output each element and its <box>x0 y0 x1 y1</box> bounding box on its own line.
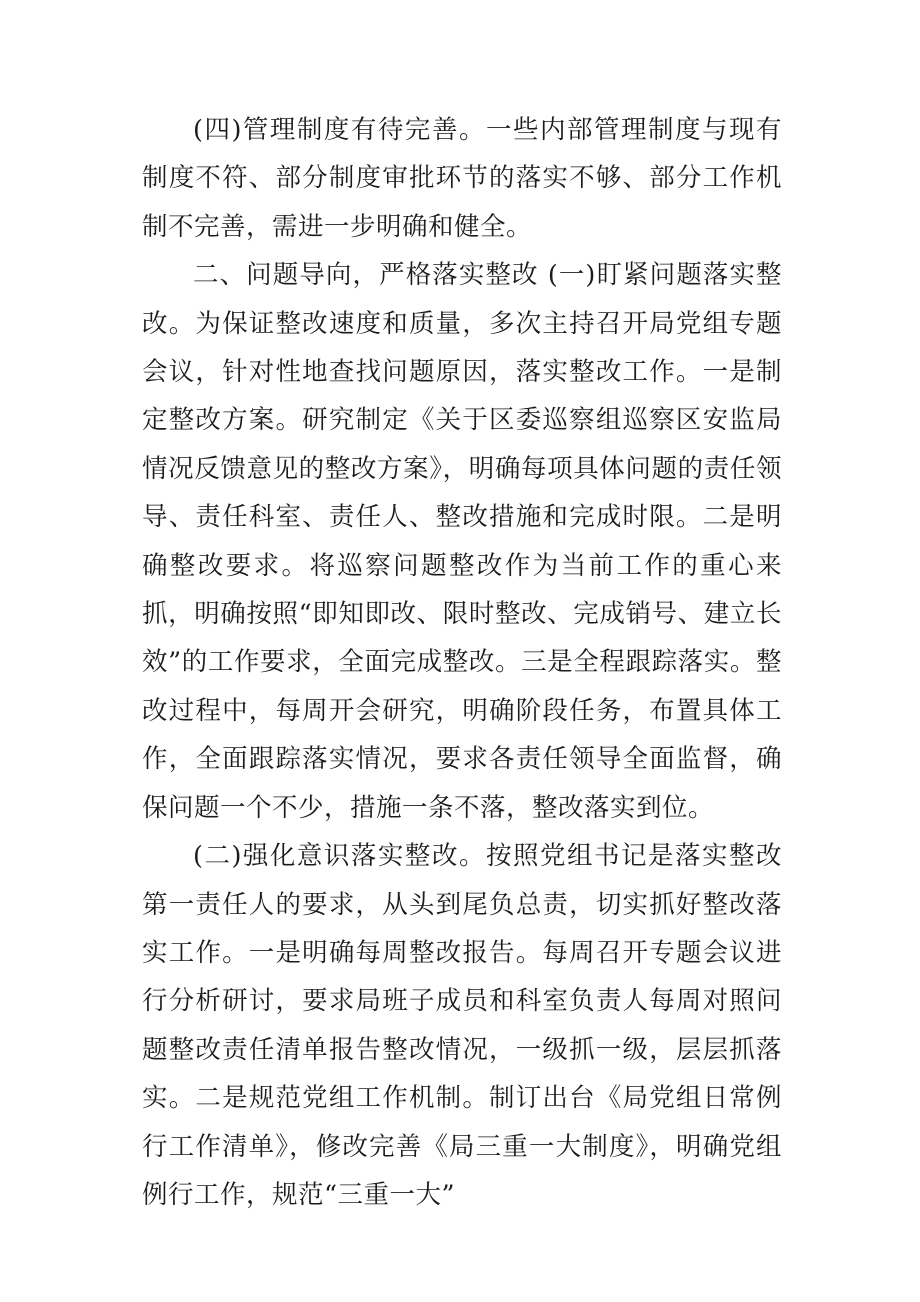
paragraph-problem-orientation: 二、问题导向，严格落实整改 (一)盯紧问题落实整改。为保证整改速度和质量，多次主持召开局党组专题会议，针对性地查找问题原因，落实整改工作。一是制定整改方案。研究制定《关于区委巡察组巡察区安监局情况反馈意见的整改方案》，明确每项具体问题的责任领导、责任科室、责任人、整改措施和完成时限。二是明确整改要求。将巡察问题整改作为当前工作的重心来抓，明确按照“即知即改、限时整改、完成销号、建立长效”的工作要求，全面完成整改。三是全程跟踪落实。整改过程中，每周开会研究，明确阶段任务，布置具体工作，全面跟踪落实情况，要求各责任领导全面监督，确保问题一个不少，措施一条不落，整改落实到位。 <box>142 260 782 823</box>
paragraph-strengthen-awareness: (二)强化意识落实整改。按照党组书记是落实整改第一责任人的要求，从头到尾负总责，切实抓好整改落实工作。一是明确每周整改报告。每周召开专题会议进行分析研讨，要求局班子成员和科室负责人每周对照问题整改责任清单报告整改情况，一级抓一级，层层抓落实。二是规范党组工作机制。制订出台《局党组日常例行工作清单》，修改完善《局三重一大制度》，明确党组例行工作，规范“三重一大” <box>142 841 782 1210</box>
paragraph-management-system: (四)管理制度有待完善。一些内部管理制度与现有制度不符、部分制度审批环节的落实不够、部分工作机制不完善，需进一步明确和健全。 <box>142 115 782 242</box>
document-body <box>142 106 782 1219</box>
